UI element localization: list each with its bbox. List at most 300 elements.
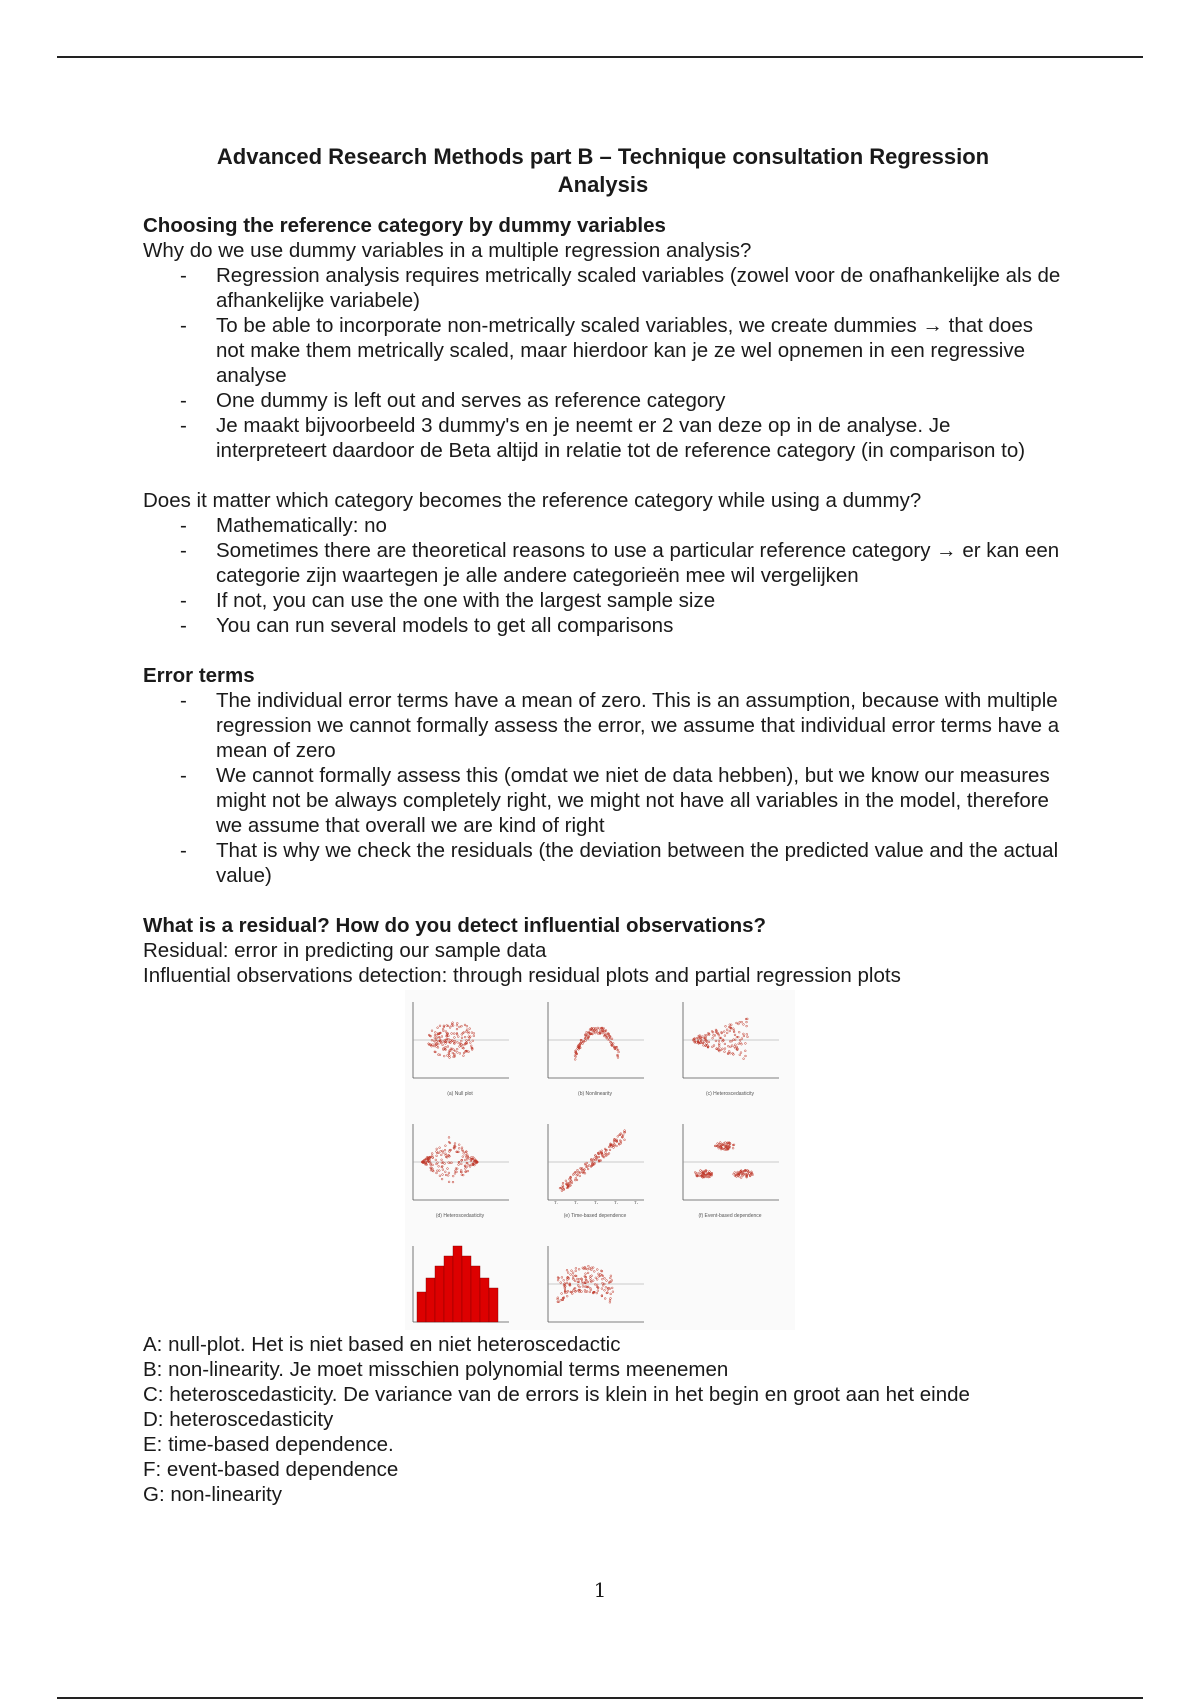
- data-point: [578, 1278, 580, 1280]
- data-point: [741, 1038, 743, 1040]
- data-point: [736, 1022, 738, 1024]
- data-point: [725, 1025, 727, 1027]
- data-point: [458, 1147, 460, 1149]
- data-point: [454, 1143, 456, 1145]
- data-point: [562, 1182, 564, 1184]
- data-point: [434, 1032, 436, 1034]
- data-point: [734, 1172, 736, 1174]
- data-point: [591, 1269, 593, 1271]
- data-point: [722, 1048, 724, 1050]
- data-point: [436, 1170, 438, 1172]
- data-point: [572, 1272, 574, 1274]
- data-point: [745, 1055, 747, 1057]
- data-point: [743, 1035, 745, 1037]
- data-point: [587, 1281, 589, 1283]
- data-point: [730, 1046, 732, 1048]
- data-point: [434, 1037, 436, 1039]
- data-point: [450, 1039, 452, 1041]
- data-point: [596, 1292, 598, 1294]
- data-point: [585, 1273, 587, 1275]
- data-point: [740, 1177, 742, 1179]
- histogram-bar: [462, 1256, 471, 1322]
- data-point: [604, 1289, 606, 1291]
- data-point: [447, 1168, 449, 1170]
- data-point: [458, 1164, 460, 1166]
- nonlinearity-plot-g: [540, 1240, 650, 1326]
- data-point: [444, 1149, 446, 1151]
- list-item: - Mathematically: no: [143, 513, 1063, 538]
- data-point: [611, 1287, 613, 1289]
- time-tick-label: T₅: [634, 1200, 639, 1204]
- data-point: [579, 1286, 581, 1288]
- data-point: [713, 1045, 715, 1047]
- data-point: [571, 1270, 573, 1272]
- data-point: [466, 1158, 468, 1160]
- data-point: [577, 1285, 579, 1287]
- section-heading-error-terms: Error terms: [143, 664, 255, 687]
- data-point: [727, 1045, 729, 1047]
- histogram-bar: [426, 1278, 435, 1322]
- data-point: [566, 1295, 568, 1297]
- data-point: [749, 1173, 751, 1175]
- data-point: [445, 1031, 447, 1033]
- data-point: [464, 1036, 466, 1038]
- data-point: [602, 1032, 604, 1034]
- question-dummy-why: Why do we use dummy variables in a multiple regression analysis?: [143, 239, 752, 262]
- data-point: [741, 1021, 743, 1023]
- data-point: [578, 1268, 580, 1270]
- data-point: [452, 1052, 454, 1054]
- data-point: [617, 1136, 619, 1138]
- data-point: [724, 1048, 726, 1050]
- data-point: [746, 1018, 748, 1020]
- data-point: [726, 1032, 728, 1034]
- data-point: [574, 1280, 576, 1282]
- data-point: [572, 1275, 574, 1277]
- data-point: [461, 1147, 463, 1149]
- data-point: [698, 1172, 700, 1174]
- data-point: [589, 1268, 591, 1270]
- data-point: [458, 1144, 460, 1146]
- data-point: [726, 1029, 728, 1031]
- time-tick-label: T₂: [574, 1200, 579, 1204]
- data-point: [456, 1168, 458, 1170]
- data-point: [462, 1044, 464, 1046]
- data-point: [728, 1050, 730, 1052]
- data-point: [735, 1044, 737, 1046]
- data-point: [464, 1159, 466, 1161]
- data-point: [592, 1280, 594, 1282]
- caption-time-dependence: (e) Time-based dependence: [563, 1213, 627, 1219]
- data-point: [436, 1172, 438, 1174]
- data-point: [572, 1290, 574, 1292]
- time-tick-label: T₄: [614, 1200, 619, 1204]
- data-point: [470, 1045, 472, 1047]
- data-point: [444, 1171, 446, 1173]
- data-point: [745, 1043, 747, 1045]
- data-point: [738, 1023, 740, 1025]
- data-point: [622, 1134, 624, 1136]
- data-point: [471, 1032, 473, 1034]
- data-point: [746, 1025, 748, 1027]
- data-point: [587, 1268, 589, 1270]
- data-point: [454, 1173, 456, 1175]
- data-point: [605, 1151, 607, 1153]
- data-point: [598, 1273, 600, 1275]
- data-point: [442, 1174, 444, 1176]
- data-point: [718, 1047, 720, 1049]
- data-point: [457, 1036, 459, 1038]
- data-point: [439, 1147, 441, 1149]
- data-point: [456, 1048, 458, 1050]
- null-plot: [405, 996, 515, 1082]
- data-point: [456, 1024, 458, 1026]
- data-point: [431, 1030, 433, 1032]
- data-point: [743, 1033, 745, 1035]
- data-point: [468, 1158, 470, 1160]
- event-dependence-plot: [675, 1118, 785, 1204]
- data-point: [581, 1291, 583, 1293]
- header-rule: [57, 56, 1143, 58]
- histogram-bar: [471, 1266, 480, 1322]
- heteroscedasticity-plot-d: [405, 1118, 515, 1204]
- data-point: [624, 1139, 626, 1141]
- data-point: [612, 1291, 614, 1293]
- time-dependence-plot: [540, 1118, 650, 1204]
- data-point: [574, 1179, 576, 1181]
- data-point: [732, 1147, 734, 1149]
- data-point: [436, 1148, 438, 1150]
- data-point: [734, 1046, 736, 1048]
- data-point: [442, 1169, 444, 1171]
- histogram-bar: [489, 1288, 498, 1322]
- data-point: [459, 1053, 461, 1055]
- data-point: [609, 1299, 611, 1301]
- data-point: [442, 1041, 444, 1043]
- data-point: [743, 1058, 745, 1060]
- data-point: [618, 1051, 620, 1053]
- data-point: [712, 1037, 714, 1039]
- data-point: [593, 1271, 595, 1273]
- data-point: [466, 1029, 468, 1031]
- data-point: [461, 1037, 463, 1039]
- answer-b: B: non-linearity. Je moet misschien polynomial terms meenemen: [143, 1358, 729, 1381]
- histogram-bar: [453, 1246, 462, 1322]
- data-point: [567, 1290, 569, 1292]
- data-point: [598, 1156, 600, 1158]
- data-point: [586, 1031, 588, 1033]
- page-title: [143, 143, 1063, 199]
- data-point: [729, 1052, 731, 1054]
- data-point: [577, 1278, 579, 1280]
- data-point: [610, 1298, 612, 1300]
- data-point: [703, 1044, 705, 1046]
- data-point: [433, 1045, 435, 1047]
- data-point: [739, 1021, 741, 1023]
- data-point: [445, 1174, 447, 1176]
- influential-detection: Influential observations detection: through residual plots and partial regression plots: [143, 964, 901, 987]
- data-point: [574, 1059, 576, 1061]
- caption-heteroscedasticity-d: (d) Heteroscedasticity: [435, 1213, 485, 1219]
- data-point: [610, 1293, 612, 1295]
- answer-d: D: heteroscedasticity: [143, 1408, 334, 1431]
- list-item: - Sometimes there are theoretical reasons to use a particular reference category → er kan een categorie zijn waartegen je alle andere categorieën mee wil vergelijken: [143, 538, 1063, 588]
- data-point: [719, 1142, 721, 1144]
- data-point: [460, 1040, 462, 1042]
- data-point: [563, 1279, 565, 1281]
- data-point: [452, 1175, 454, 1177]
- data-point: [589, 1291, 591, 1293]
- question-reference-category: Does it matter which category becomes the reference category while using a dummy?: [143, 489, 922, 512]
- data-point: [596, 1279, 598, 1281]
- data-point: [454, 1037, 456, 1039]
- heteroscedasticity-plot-c: [675, 996, 785, 1082]
- title-line-2: Analysis: [557, 172, 649, 197]
- data-point: [436, 1037, 438, 1039]
- data-point: [708, 1041, 710, 1043]
- time-tick-label: T₁: [554, 1200, 559, 1204]
- bullet-list-error-terms: [143, 688, 1063, 888]
- list-item: - We cannot formally assess this (omdat we niet de data hebben), but we know our measures might not be always completely right, we might not have all variables in the model, therefore we assume that overall we are kind of right: [143, 763, 1063, 838]
- data-point: [442, 1044, 444, 1046]
- list-item: - Regression analysis requires metrically scaled variables (zowel voor de onafhankelijke als de afhankelijke variabele): [143, 263, 1063, 313]
- data-point: [451, 1033, 453, 1035]
- data-point: [597, 1027, 599, 1029]
- data-point: [441, 1178, 443, 1180]
- answer-a: A: null-plot. Het is niet based en niet heteroscedactic: [143, 1333, 621, 1356]
- residual-plots-figure: [405, 990, 795, 1330]
- data-point: [438, 1170, 440, 1172]
- caption-nonlinearity: (b) Nonlinearity: [578, 1091, 612, 1097]
- data-point: [565, 1180, 567, 1182]
- data-point: [464, 1024, 466, 1026]
- data-point: [473, 1035, 475, 1037]
- data-point: [453, 1033, 455, 1035]
- data-point: [706, 1043, 708, 1045]
- data-point: [561, 1277, 563, 1279]
- data-point: [469, 1166, 471, 1168]
- data-point: [604, 1298, 606, 1300]
- data-point: [436, 1041, 438, 1043]
- data-point: [460, 1163, 462, 1165]
- data-point: [439, 1175, 441, 1177]
- data-point: [566, 1282, 568, 1284]
- caption-null-plot: (a) Null plot: [447, 1091, 473, 1097]
- histogram-bar: [435, 1266, 444, 1322]
- data-point: [447, 1175, 449, 1177]
- data-point: [469, 1042, 471, 1044]
- data-point: [566, 1269, 568, 1271]
- histogram-plot: [405, 1240, 515, 1326]
- data-point: [733, 1173, 735, 1175]
- list-item: - To be able to incorporate non-metrically scaled variables, we create dummies → that does not make them metrically scaled, maar hierdoor kan je ze wel opnemen in een regressive analyse: [143, 313, 1063, 388]
- data-point: [576, 1179, 578, 1181]
- data-point: [588, 1165, 590, 1167]
- answer-f: F: event-based dependence: [143, 1458, 399, 1481]
- data-point: [473, 1033, 475, 1035]
- data-point: [575, 1267, 577, 1269]
- data-point: [729, 1030, 731, 1032]
- data-point: [431, 1155, 433, 1157]
- data-point: [456, 1022, 458, 1024]
- data-point: [466, 1166, 468, 1168]
- data-point: [431, 1153, 433, 1155]
- data-point: [586, 1162, 588, 1164]
- data-point: [616, 1145, 618, 1147]
- data-point: [447, 1055, 449, 1057]
- data-point: [448, 1181, 450, 1183]
- data-point: [463, 1055, 465, 1057]
- data-point: [437, 1047, 439, 1049]
- data-point: [579, 1175, 581, 1177]
- data-point: [441, 1159, 443, 1161]
- data-point: [441, 1036, 443, 1038]
- data-point: [601, 1288, 603, 1290]
- data-point: [575, 1270, 577, 1272]
- document-body: [143, 143, 1063, 1507]
- data-point: [454, 1050, 456, 1052]
- data-point: [610, 1275, 612, 1277]
- list-item: - The individual error terms have a mean of zero. This is an assumption, because with multiple regression we cannot formally assess the error, we assume that individual error terms have a mean of zero: [143, 688, 1063, 763]
- answer-e: E: time-based dependence.: [143, 1433, 394, 1456]
- time-tick-label: T₃: [594, 1200, 599, 1204]
- section-heading-residual: What is a residual? How do you detect influential observations?: [143, 914, 767, 937]
- data-point: [609, 1277, 611, 1279]
- data-point: [582, 1286, 584, 1288]
- data-point: [448, 1172, 450, 1174]
- list-item: - Je maakt bijvoorbeeld 3 dummy's en je neemt er 2 van deze op in de analyse. Je interpreteert daardoor de Beta altijd in relatie tot de reference category (in comparison to): [143, 413, 1063, 463]
- data-point: [741, 1043, 743, 1045]
- data-point: [743, 1024, 745, 1026]
- data-point: [561, 1190, 563, 1192]
- data-point: [606, 1280, 608, 1282]
- data-point: [432, 1164, 434, 1166]
- data-point: [739, 1054, 741, 1056]
- data-point: [440, 1150, 442, 1152]
- data-point: [587, 1272, 589, 1274]
- data-point: [447, 1046, 449, 1048]
- bullet-list-dummy-why: [143, 263, 1063, 463]
- list-item: - That is why we check the residuals (the deviation between the predicted value and the actual value): [143, 838, 1063, 888]
- data-point: [566, 1279, 568, 1281]
- data-point: [746, 1033, 748, 1035]
- bullet-list-reference-category: [143, 513, 1063, 638]
- list-item: - If not, you can use the one with the largest sample size: [143, 588, 1063, 613]
- data-point: [457, 1052, 459, 1054]
- data-point: [440, 1154, 442, 1156]
- data-point: [461, 1025, 463, 1027]
- data-point: [448, 1053, 450, 1055]
- data-point: [567, 1272, 569, 1274]
- caption-event-dependence: (f) Event-based dependence: [698, 1213, 762, 1219]
- data-point: [746, 1021, 748, 1023]
- data-point: [706, 1034, 708, 1036]
- data-point: [731, 1045, 733, 1047]
- data-point: [463, 1052, 465, 1054]
- data-point: [609, 1301, 611, 1303]
- data-point: [560, 1282, 562, 1284]
- data-point: [452, 1181, 454, 1183]
- data-point: [467, 1170, 469, 1172]
- data-point: [459, 1026, 461, 1028]
- data-point: [445, 1145, 447, 1147]
- data-point: [570, 1274, 572, 1276]
- data-point: [557, 1279, 559, 1281]
- data-point: [439, 1025, 441, 1027]
- data-point: [587, 1168, 589, 1170]
- data-point: [446, 1038, 448, 1040]
- data-point: [435, 1159, 437, 1161]
- data-point: [454, 1040, 456, 1042]
- data-point: [561, 1293, 563, 1295]
- data-point: [575, 1177, 577, 1179]
- data-point: [711, 1046, 713, 1048]
- data-point: [462, 1156, 464, 1158]
- list-item: - One dummy is left out and serves as reference category: [143, 388, 1063, 413]
- data-point: [443, 1055, 445, 1057]
- residual-definition: Residual: error in predicting our sample data: [143, 939, 547, 962]
- data-point: [449, 1057, 451, 1059]
- data-point: [579, 1291, 581, 1293]
- histogram-bar: [444, 1256, 453, 1322]
- data-point: [456, 1028, 458, 1030]
- data-point: [466, 1025, 468, 1027]
- data-point: [438, 1165, 440, 1167]
- data-point: [596, 1269, 598, 1271]
- data-point: [732, 1028, 734, 1030]
- data-point: [595, 1277, 597, 1279]
- data-point: [601, 1278, 603, 1280]
- histogram-bar: [417, 1292, 426, 1322]
- data-point: [581, 1281, 583, 1283]
- data-point: [465, 1031, 467, 1033]
- data-point: [445, 1046, 447, 1048]
- data-point: [744, 1050, 746, 1052]
- data-point: [723, 1031, 725, 1033]
- data-point: [604, 1277, 606, 1279]
- title-line-1: Advanced Research Methods part B – Technique consultation Regression: [216, 144, 990, 169]
- data-point: [609, 1149, 611, 1151]
- data-point: [597, 1290, 599, 1292]
- section-heading-dummy: Choosing the reference category by dummy variables: [143, 214, 666, 237]
- data-point: [734, 1034, 736, 1036]
- data-point: [469, 1028, 471, 1030]
- data-point: [437, 1027, 439, 1029]
- list-item: - You can run several models to get all comparisons: [143, 613, 1063, 638]
- histogram-bar: [480, 1278, 489, 1322]
- answer-g: G: non-linearity: [143, 1483, 283, 1506]
- nonlinearity-plot: [540, 996, 650, 1082]
- footer-rule: [57, 1697, 1143, 1699]
- data-point: [449, 1027, 451, 1029]
- data-point: [596, 1031, 598, 1033]
- data-point: [747, 1036, 749, 1038]
- data-point: [456, 1171, 458, 1173]
- caption-heteroscedasticity-c: (c) Heteroscedasticity: [705, 1091, 755, 1097]
- page-number: 1: [593, 1578, 607, 1602]
- data-point: [605, 1286, 607, 1288]
- data-point: [724, 1051, 726, 1053]
- data-point: [738, 1043, 740, 1045]
- data-point: [577, 1169, 579, 1171]
- data-point: [724, 1035, 726, 1037]
- data-point: [611, 1038, 613, 1040]
- data-point: [724, 1043, 726, 1045]
- answer-c: C: heteroscedasticity. De variance van de errors is klein in het begin en groot aan het einde: [143, 1383, 970, 1406]
- data-point: [590, 1278, 592, 1280]
- data-point: [596, 1158, 598, 1160]
- data-point: [463, 1152, 465, 1154]
